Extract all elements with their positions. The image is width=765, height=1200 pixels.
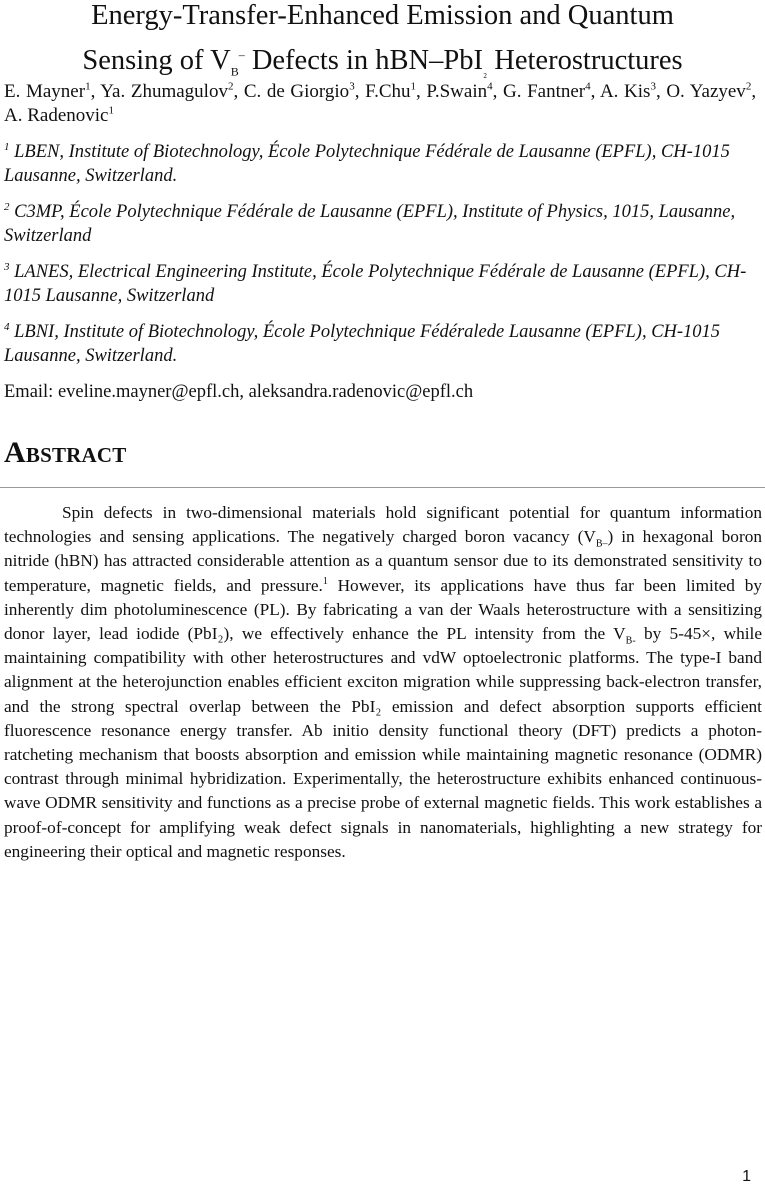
title-text: Defects in hBN–PbI: [244, 44, 483, 76]
abstract-text: [4, 501, 762, 864]
title-subscript: ₂: [482, 64, 488, 79]
author-affiliation-number: 4: [585, 80, 591, 93]
author-affiliation-number: 1: [85, 80, 91, 93]
author-affiliation-number: 4: [487, 80, 493, 93]
affiliation-2: [4, 200, 756, 248]
affiliation-1: [4, 140, 756, 188]
author-name: A. Kis: [599, 81, 651, 102]
abstract-subscript: B–: [595, 538, 608, 550]
abstract-heading: Abstract: [4, 436, 127, 469]
affiliation-number: 1: [4, 140, 10, 153]
reference-marker: 1: [322, 575, 328, 587]
affiliation-number: 4: [4, 320, 10, 333]
author-name: E. Mayner: [4, 81, 86, 102]
title-text: Sensing of V: [82, 44, 231, 76]
abstract-segment: ) in hexagonal boron nitride (hBN) has attracted considerable attention as a quantum sensor due to its demonstrated sensitivity to temperature, magnetic fields, and pressure.: [4, 527, 762, 595]
affiliation-3: [4, 260, 756, 308]
author-affiliation-number: 1: [410, 80, 417, 93]
contact-email: Email: eveline.mayner@epfl.ch, aleksandra.radenovic@epfl.ch: [4, 382, 474, 402]
title-line-1: Energy-Transfer-Enhanced Emission and Quantum: [91, 0, 674, 31]
title-superscript: –: [238, 47, 245, 61]
title-subscript: B: [230, 64, 239, 79]
page-number: 1: [742, 1168, 751, 1185]
section-divider: [0, 487, 765, 488]
title-line-2: [82, 44, 683, 79]
abstract-segment: Spin defects in two-dimensional materials hold significant potential for quantum information technologies and sensing applications. The negatively charged boron vacancy (V: [4, 503, 762, 547]
affiliation-text: LANES, Electrical Engineering Institute, École Polytechnique Fédérale de Lausanne (EPFL), CH-1015 Lausanne, Switzerland: [4, 262, 747, 306]
author-name: P.Swain: [426, 81, 488, 102]
paper-title: [0, 0, 765, 91]
author-name: F.Chu: [365, 81, 411, 102]
affiliation-text: LBEN, Institute of Biotechnology, École Polytechnique Fédérale de Lausanne (EPFL), CH-1015 Lausanne, Switzerland.: [4, 142, 730, 186]
author-name: G. Fantner: [503, 81, 586, 102]
author-name: C. de Giorgio: [243, 81, 350, 102]
author-affiliation-number: 3: [650, 80, 656, 93]
abstract-subscript: B-: [625, 635, 636, 647]
author-affiliation-number: 2: [745, 80, 752, 93]
author-affiliation-number: 2: [227, 80, 234, 93]
author-affiliation-number: 3: [349, 80, 355, 93]
affiliation-4: [4, 320, 756, 368]
affiliation-text: LBNI, Institute of Biotechnology, École Polytechnique Fédéralede Lausanne (EPFL), CH-1015 Lausanne, Switzerland.: [4, 322, 721, 366]
affiliation-number: 2: [4, 200, 10, 213]
abstract-segment: However, its applications have thus far been limited by inherently dim photoluminescence (PL). By fabricating a van der Waals heterostructure with a sensitizing donor layer, lead iodide (PbI₂), we effectively enhance the PL intensity from the V: [4, 575, 762, 644]
author-affiliation-number: 1: [108, 104, 114, 117]
title-text: Heterostructures: [487, 44, 683, 76]
author-name: Ya. Zhumagulov: [100, 81, 228, 102]
abstract-segment: by 5-45×, while maintaining compatibility with other heterostructures and vdW optoelectronic platforms. The type-I band alignment at the heterojunction enables efficient exciton migration while suppressing back-electron transfer, and the strong spectral overlap between the PbI₂ emission and defect absorption supports efficient fluorescence resonance energy transfer. Ab initio density functional theory (DFT) predicts a photon-ratcheting mechanism that boosts absorption and emission while maintaining magnetic resonance (ODMR) contrast through minimal hybridization. Experimentally, the heterostructure exhibits enhanced continuous-wave ODMR sensitivity and functions as a precise probe of external magnetic fields. This work establishes a proof-of-concept for amplifying weak defect signals in nanomaterials, highlighting a new strategy for engineering their optical and magnetic responses.: [4, 624, 762, 861]
affiliation-number: 3: [4, 260, 10, 273]
author-name: O. Yazyev: [666, 81, 746, 102]
author-name: A. Radenovic: [4, 105, 109, 126]
affiliation-text: C3MP, École Polytechnique Fédérale de Lausanne (EPFL), Institute of Physics, 1015, Lausanne, Switzerland: [4, 202, 736, 246]
author-list: E. Mayner$^1$, Ya. Zhumagulov$^2$, C. de Giorgio$^3$, F.Chu$^1$, P.Swain$^4$, G. Fantner$^4$, A. Kis$^3$, O. Yazyev$^2$, A. Radenovic$^1$: [4, 80, 757, 126]
